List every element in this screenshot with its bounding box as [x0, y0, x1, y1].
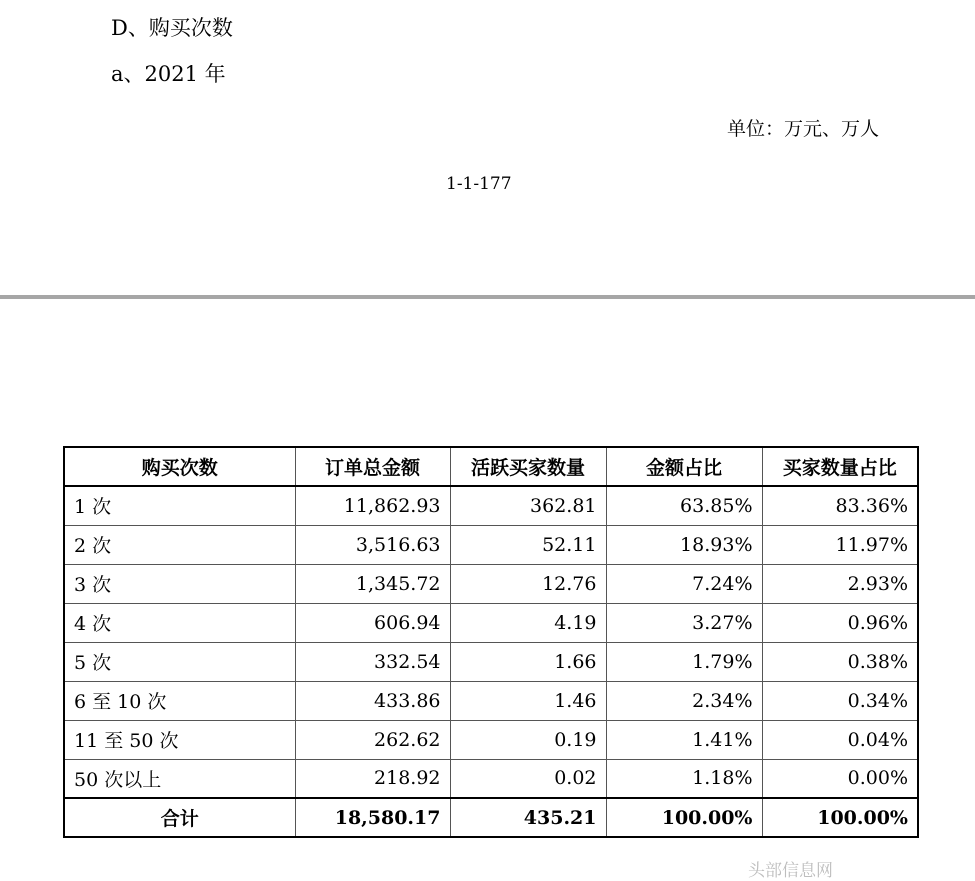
buyer-share-cell: 11.97%: [762, 525, 918, 564]
table-row: [64, 642, 918, 681]
active-buyers-cell: 52.11: [450, 525, 606, 564]
column-header: 购买次数: [64, 447, 295, 486]
purchase-frequency-table: [63, 446, 919, 838]
buyer-share-cell: 0.04%: [762, 720, 918, 759]
buyer-share-cell: 2.93%: [762, 564, 918, 603]
amount-share-cell: 1.79%: [606, 642, 762, 681]
table-header-row: [64, 447, 918, 486]
total-buyer-share: 100.00%: [762, 798, 918, 837]
table-row: [64, 681, 918, 720]
subsection-heading: a、2021 年: [111, 62, 226, 86]
buyer-share-cell: 0.96%: [762, 603, 918, 642]
active-buyers-cell: 1.66: [450, 642, 606, 681]
order-amount-cell: 262.62: [295, 720, 450, 759]
amount-share-cell: 18.93%: [606, 525, 762, 564]
page-divider: [0, 295, 975, 299]
active-buyers-cell: 12.76: [450, 564, 606, 603]
row-label: 50 次以上: [64, 759, 295, 798]
unit-label: 单位：万元、万人: [727, 118, 880, 140]
row-label: 5 次: [64, 642, 295, 681]
amount-share-cell: 63.85%: [606, 486, 762, 525]
row-label: 6 至 10 次: [64, 681, 295, 720]
table-row: [64, 564, 918, 603]
order-amount-cell: 218.92: [295, 759, 450, 798]
column-header: 活跃买家数量: [450, 447, 606, 486]
page-number: 1-1-177: [446, 174, 512, 194]
order-amount-cell: 3,516.63: [295, 525, 450, 564]
amount-share-cell: 3.27%: [606, 603, 762, 642]
section-heading: D、购买次数: [111, 16, 233, 40]
buyer-share-cell: 83.36%: [762, 486, 918, 525]
purchase-frequency-table-container: [63, 446, 919, 838]
amount-share-cell: 1.41%: [606, 720, 762, 759]
row-label: 1 次: [64, 486, 295, 525]
buyer-share-cell: 0.38%: [762, 642, 918, 681]
order-amount-cell: 1,345.72: [295, 564, 450, 603]
column-header: 订单总金额: [295, 447, 450, 486]
buyer-share-cell: 0.34%: [762, 681, 918, 720]
table-row: [64, 603, 918, 642]
total-active-buyers: 435.21: [450, 798, 606, 837]
row-label: 3 次: [64, 564, 295, 603]
active-buyers-cell: 1.46: [450, 681, 606, 720]
table-row: [64, 720, 918, 759]
row-label: 2 次: [64, 525, 295, 564]
order-amount-cell: 606.94: [295, 603, 450, 642]
active-buyers-cell: 362.81: [450, 486, 606, 525]
table-row: [64, 759, 918, 798]
buyer-share-cell: 0.00%: [762, 759, 918, 798]
active-buyers-cell: 0.19: [450, 720, 606, 759]
column-header: 金额占比: [606, 447, 762, 486]
amount-share-cell: 1.18%: [606, 759, 762, 798]
table-total-row: [64, 798, 918, 837]
total-order-amount: 18,580.17: [295, 798, 450, 837]
total-amount-share: 100.00%: [606, 798, 762, 837]
column-header: 买家数量占比: [762, 447, 918, 486]
amount-share-cell: 7.24%: [606, 564, 762, 603]
order-amount-cell: 332.54: [295, 642, 450, 681]
watermark-text: 头部信息网: [748, 861, 833, 881]
table-row: [64, 486, 918, 525]
row-label: 4 次: [64, 603, 295, 642]
order-amount-cell: 433.86: [295, 681, 450, 720]
active-buyers-cell: 0.02: [450, 759, 606, 798]
order-amount-cell: 11,862.93: [295, 486, 450, 525]
active-buyers-cell: 4.19: [450, 603, 606, 642]
amount-share-cell: 2.34%: [606, 681, 762, 720]
row-label: 11 至 50 次: [64, 720, 295, 759]
total-label: 合计: [64, 798, 295, 837]
table-row: [64, 525, 918, 564]
